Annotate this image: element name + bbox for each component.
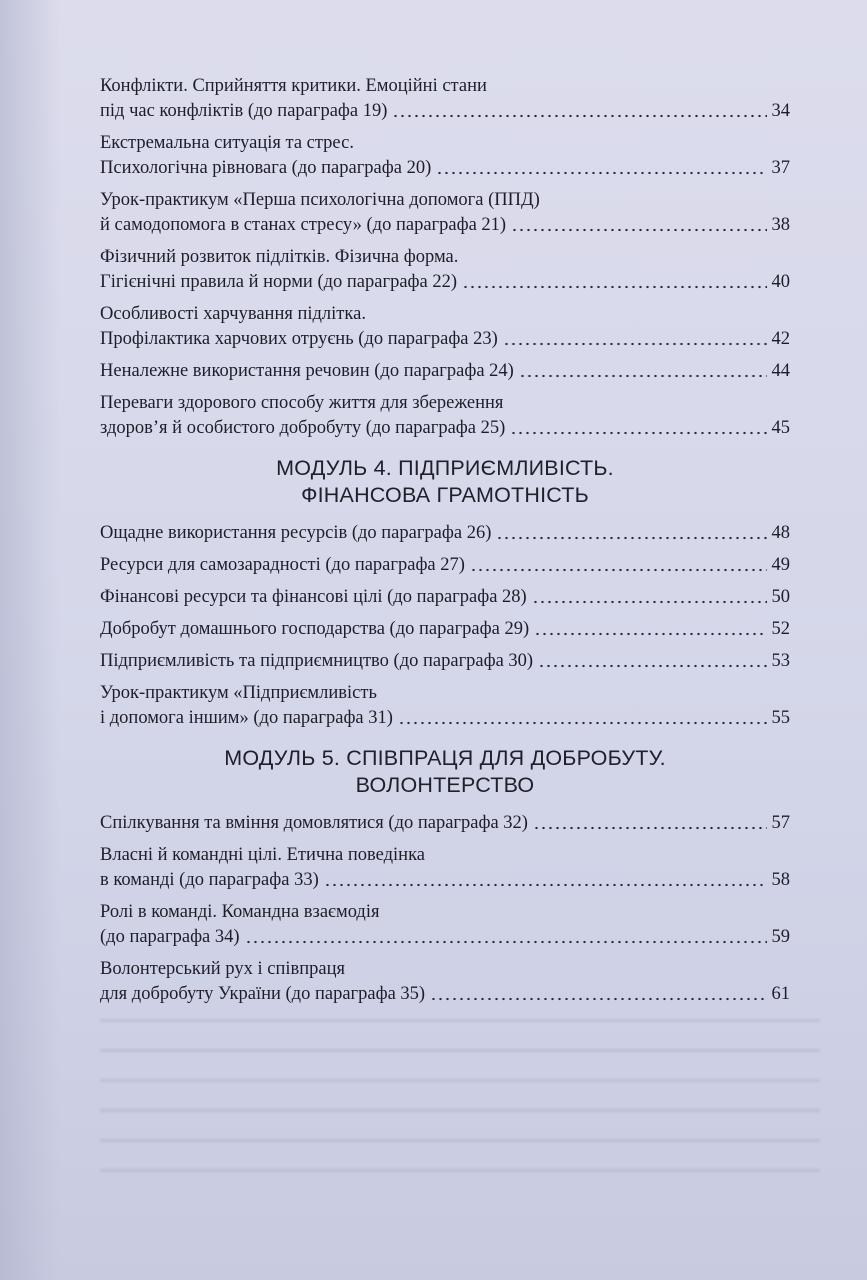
toc-entry	[100, 553, 790, 578]
dot-leader	[510, 431, 766, 435]
toc-entry-title: Неналежне використання речовин (до параграфа 24)	[100, 361, 514, 381]
toc-entry-title: Добробут домашнього господарства (до параграфа 29)	[100, 619, 530, 639]
toc-entry-title-line: Урок-практикум «Перша психологічна допомога (ППД)	[100, 190, 540, 210]
toc-entry-final-line	[100, 649, 790, 674]
dot-leader	[245, 940, 767, 944]
toc-entry	[100, 359, 790, 384]
toc-entry	[100, 649, 790, 674]
toc-entry-title-line: Ролі в команді. Командна взаємодія	[100, 902, 380, 922]
toc-entry	[100, 843, 790, 893]
toc-entry-final-line	[100, 156, 790, 181]
toc-entry-final-line	[100, 585, 790, 610]
toc-entry-title: Підприємливість та підприємництво (до параграфа 30)	[100, 651, 534, 671]
toc-entry-title: і допомога іншим» (до параграфа 31)	[100, 708, 393, 728]
toc-entry-final-line	[100, 706, 790, 731]
toc-entry	[100, 245, 790, 295]
module-5-heading	[100, 745, 790, 799]
dot-leader	[398, 721, 767, 725]
dot-leader	[462, 285, 766, 289]
dot-leader	[496, 536, 766, 540]
toc-entry-final-line	[100, 617, 790, 642]
page-number: 38	[771, 215, 790, 235]
dot-leader	[436, 171, 766, 175]
toc-entry-title-line: Власні й командні цілі. Етична поведінка	[100, 845, 426, 865]
toc-entry-final-line	[100, 982, 790, 1007]
toc-entry-final-line	[100, 99, 790, 124]
toc-entry	[100, 391, 790, 441]
dot-leader	[534, 632, 766, 636]
toc-entry-final-line	[100, 416, 790, 441]
module-5-title-line2: ВОЛОНТЕРСТВО	[355, 773, 535, 797]
dot-leader	[470, 568, 767, 572]
page-number: 48	[771, 523, 790, 543]
toc-entry	[100, 957, 790, 1007]
toc-entry	[100, 617, 790, 642]
toc-entry-title: Ресурси для самозарадності (до параграфа 27)	[100, 555, 465, 575]
page-number: 42	[771, 329, 790, 349]
toc-entry	[100, 302, 790, 352]
dot-leader	[519, 374, 767, 378]
toc-entry	[100, 131, 790, 181]
toc-entry-title-line: Переваги здорового способу життя для збереження	[100, 393, 504, 413]
toc-entry-final-line	[100, 868, 790, 893]
page-number: 58	[771, 870, 790, 890]
page-number: 57	[771, 813, 790, 833]
bleed-through-text	[100, 1000, 820, 1190]
page-fold-shadow	[0, 0, 60, 1280]
toc-entry	[100, 811, 790, 836]
toc-entry-title: Ощадне використання ресурсів (до параграфа 26)	[100, 523, 492, 543]
page-number: 40	[771, 272, 790, 292]
toc-entry	[100, 585, 790, 610]
toc-entry-title-line: Урок-практикум «Підприємливість	[100, 683, 377, 703]
toc-entry-title-line: Волонтерський рух і співпраця	[100, 959, 345, 979]
module-5-title-line1: МОДУЛЬ 5. СПІВПРАЦЯ ДЛЯ ДОБРОБУТУ.	[224, 746, 666, 770]
page-number: 37	[771, 158, 790, 178]
toc-entry-title: в команді (до параграфа 33)	[100, 870, 319, 890]
page-number: 49	[771, 555, 790, 575]
toc-entry	[100, 521, 790, 546]
toc-entry-title-line: Екстремальна ситуація та стрес.	[100, 133, 354, 153]
toc-entry-title: Фінансові ресурси та фінансові цілі (до параграфа 28)	[100, 587, 527, 607]
toc-section-a	[100, 74, 790, 441]
page-number: 59	[771, 927, 790, 947]
toc-entry-final-line	[100, 521, 790, 546]
toc-entry-final-line	[100, 925, 790, 950]
toc-entry	[100, 188, 790, 238]
toc-entry-title: під час конфліктів (до параграфа 19)	[100, 101, 388, 121]
toc-entry-title: здоров’я й особистого добробуту (до параграфа 25)	[100, 418, 506, 438]
page-number: 55	[771, 708, 790, 728]
dot-leader	[533, 826, 767, 830]
toc-section-b	[100, 521, 790, 731]
toc-entry-final-line	[100, 553, 790, 578]
dot-leader	[324, 883, 767, 887]
dot-leader	[430, 997, 766, 1001]
dot-leader	[532, 600, 767, 604]
page-number: 53	[771, 651, 790, 671]
page-number: 44	[771, 361, 790, 381]
toc-entry-title-line: Фізичний розвиток підлітків. Фізична форма.	[100, 247, 459, 267]
toc-entry-title: Спілкування та вміння домовлятися (до параграфа 32)	[100, 813, 528, 833]
page-number: 45	[771, 418, 790, 438]
page-number: 50	[771, 587, 790, 607]
toc-entry	[100, 900, 790, 950]
module-4-heading	[100, 455, 790, 509]
toc-entry-title-line: Конфлікти. Сприйняття критики. Емоційні стани	[100, 76, 487, 96]
toc-entry	[100, 74, 790, 124]
toc-entry-final-line	[100, 811, 790, 836]
dot-leader	[392, 114, 766, 118]
toc-entry	[100, 681, 790, 731]
toc-entry-title: й самодопомога в станах стресу» (до параграфа 21)	[100, 215, 507, 235]
page-number: 52	[771, 619, 790, 639]
toc-entry-title: Профілактика харчових отруєнь (до параграфа 23)	[100, 329, 498, 349]
toc-entry-title: для добробуту України (до параграфа 35)	[100, 984, 426, 1004]
toc-entry-final-line	[100, 270, 790, 295]
toc-section-c	[100, 811, 790, 1007]
module-4-title-line2: ФІНАНСОВА ГРАМОТНІСТЬ	[301, 483, 589, 507]
toc-entry-final-line	[100, 359, 790, 384]
module-4-title-line1: МОДУЛЬ 4. ПІДПРИЄМЛИВІСТЬ.	[276, 456, 614, 480]
table-of-contents	[100, 74, 790, 1014]
dot-leader	[503, 342, 767, 346]
page-number: 61	[771, 984, 790, 1004]
toc-entry-title-line: Особливості харчування підлітка.	[100, 304, 366, 324]
toc-entry-title: Гігієнічні правила й норми (до параграфа 22)	[100, 272, 458, 292]
toc-entry-final-line	[100, 327, 790, 352]
toc-entry-title: (до параграфа 34)	[100, 927, 240, 947]
toc-entry-title: Психологічна рівновага (до параграфа 20)	[100, 158, 432, 178]
page-number: 34	[771, 101, 790, 121]
dot-leader	[538, 664, 766, 668]
toc-entry-final-line	[100, 213, 790, 238]
dot-leader	[511, 228, 766, 232]
